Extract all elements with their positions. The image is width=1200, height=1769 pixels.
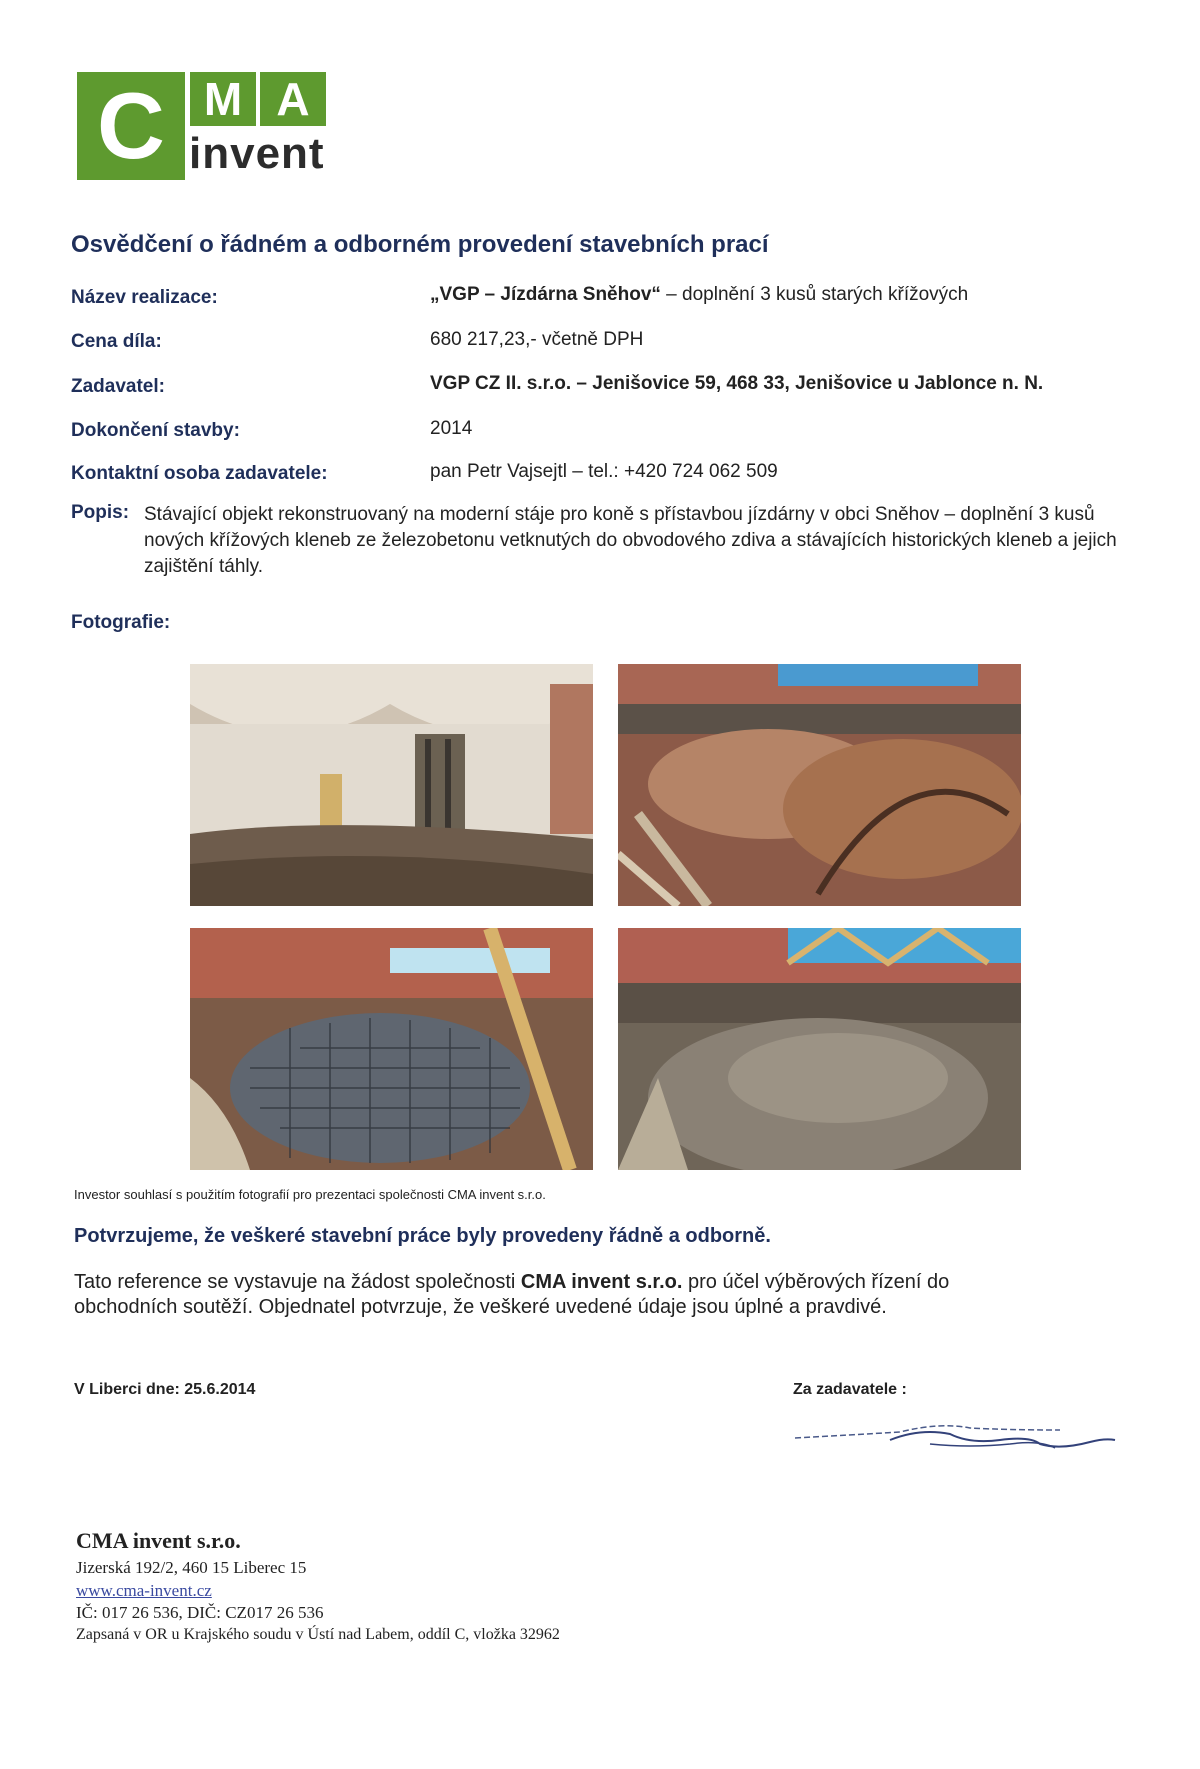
contact-label: Kontaktní osoba zadavatele:: [71, 463, 328, 484]
completion-value: 2014: [430, 418, 473, 439]
photo-consent-note: Investor souhlasí s použitím fotografií pro prezentaci společnosti CMA invent s.r.o.: [74, 1187, 546, 1202]
project-name-bold: „VGP – Jízdárna Sněhov“: [430, 284, 661, 305]
logo-wordmark: invent: [189, 129, 325, 178]
logo-letter-a: A: [260, 72, 326, 126]
logo-letter-m: M: [190, 72, 256, 126]
footer-company-ids: IČ: 017 26 536, DIČ: CZ017 26 536: [76, 1603, 324, 1622]
reference-paragraph: [74, 1270, 1034, 1320]
photo-concreted-vault: [618, 928, 1021, 1170]
project-name-value: [430, 284, 968, 306]
company-logo: [77, 72, 327, 182]
footer-website-link[interactable]: www.cma-invent.cz: [76, 1581, 212, 1600]
description-label: Popis:: [71, 502, 130, 523]
photo-reinforcement-mesh: [190, 928, 593, 1170]
client-label: Zadavatel:: [71, 376, 165, 397]
footer-registration: Zapsaná v OR u Krajského soudu v Ústí nad Labem, oddíl C, vložka 32962: [76, 1626, 560, 1643]
reference-company: CMA invent s.r.o.: [520, 1271, 683, 1293]
place-date: V Liberci dne: 25.6.2014: [74, 1381, 256, 1398]
client-value: [430, 373, 1043, 395]
signer-label: Za zadavatele :: [793, 1381, 907, 1398]
reference-text-after: pro účel výběrových řízení do obchodních soutěží. Objednatel potvrzuje, že veškeré uvedené údaje jsou úplné a pravdivé.: [74, 1271, 950, 1318]
description-text: Stávající objekt rekonstruovaný na moderní stáje pro koně s přístavbou jízdárny v obci Sněhov – doplnění 3 kusů nových křížových kleneb ze železobetonu vetknutých do obvodového zdiva a stávajících historických kleneb a jejich zajištění táhly.: [144, 504, 1117, 577]
handwritten-signature: [790, 1410, 1120, 1470]
reference-text-before: Tato reference se vystavuje na žádost společnosti: [74, 1271, 521, 1293]
document-title: Osvědčení o řádném a odborném provedení stavebních prací: [71, 231, 769, 258]
photo-vaulted-interior: [190, 664, 593, 906]
project-name-rest: – doplnění 3 kusů starých křížových: [660, 284, 969, 305]
price-value: 680 217,23,- včetně DPH: [430, 329, 644, 350]
logo-letter-c: C: [77, 72, 185, 180]
confirmation-statement: Potvrzujeme, že veškeré stavební práce byly provedeny řádně a odborně.: [74, 1225, 771, 1247]
footer-company: CMA invent s.r.o.: [76, 1528, 241, 1553]
photo-vault-formwork: [618, 664, 1021, 906]
project-name-label: Název realizace:: [71, 287, 218, 308]
photos-label: Fotografie:: [71, 612, 171, 633]
price-label: Cena díla:: [71, 331, 162, 352]
contact-value: pan Petr Vajsejtl – tel.: +420 724 062 509: [430, 461, 778, 482]
client-value-text: VGP CZ II. s.r.o. – Jenišovice 59, 468 33, Jenišovice u Jablonce n. N.: [430, 373, 1044, 394]
completion-label: Dokončení stavby:: [71, 420, 240, 441]
footer-address: Jizerská 192/2, 460 15 Liberec 15: [76, 1558, 307, 1577]
